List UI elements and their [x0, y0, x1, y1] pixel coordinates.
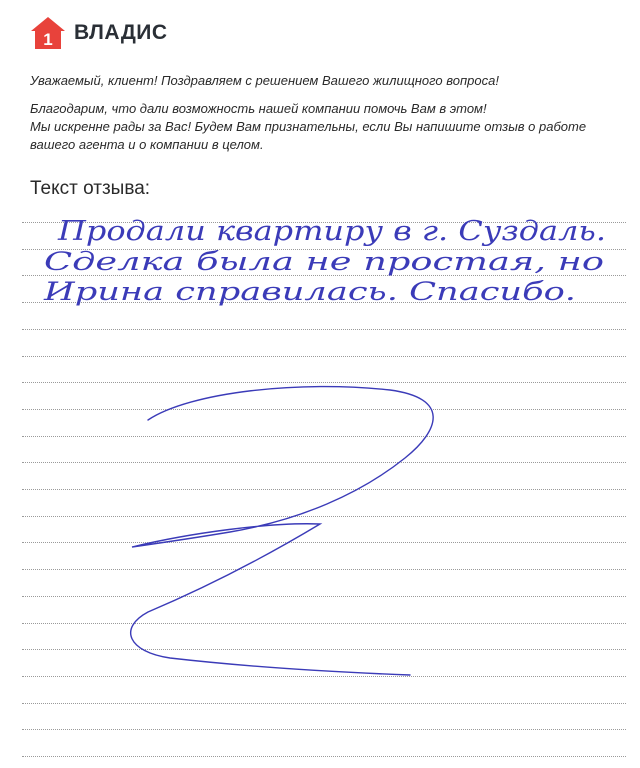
- review-section-title: Текст отзыва:: [30, 178, 151, 199]
- request-line-cont: вашего агента и о компании в целом.: [30, 137, 264, 152]
- svg-text:1: 1: [43, 30, 53, 49]
- signature-scribble: [131, 387, 433, 675]
- thanks-line: Благодарим, что дали возможность нашей компании помочь Вам в этом!: [30, 101, 487, 116]
- review-line-2: Сделка была не простая, но: [44, 247, 604, 276]
- brand-name: ВЛАДИС: [74, 21, 168, 44]
- review-line-3: Ирина справилась. Спасибо.: [42, 277, 576, 306]
- congratulation-line: Уважаемый, клиент! Поздравляем с решением Вашего жилищного вопроса!: [30, 73, 499, 88]
- request-line: Мы искренне рады за Вас! Будем Вам признательны, если Вы напишите отзыв о работе: [30, 119, 587, 134]
- review-line-1: Продали квартиру в г. Суздаль.: [56, 216, 607, 247]
